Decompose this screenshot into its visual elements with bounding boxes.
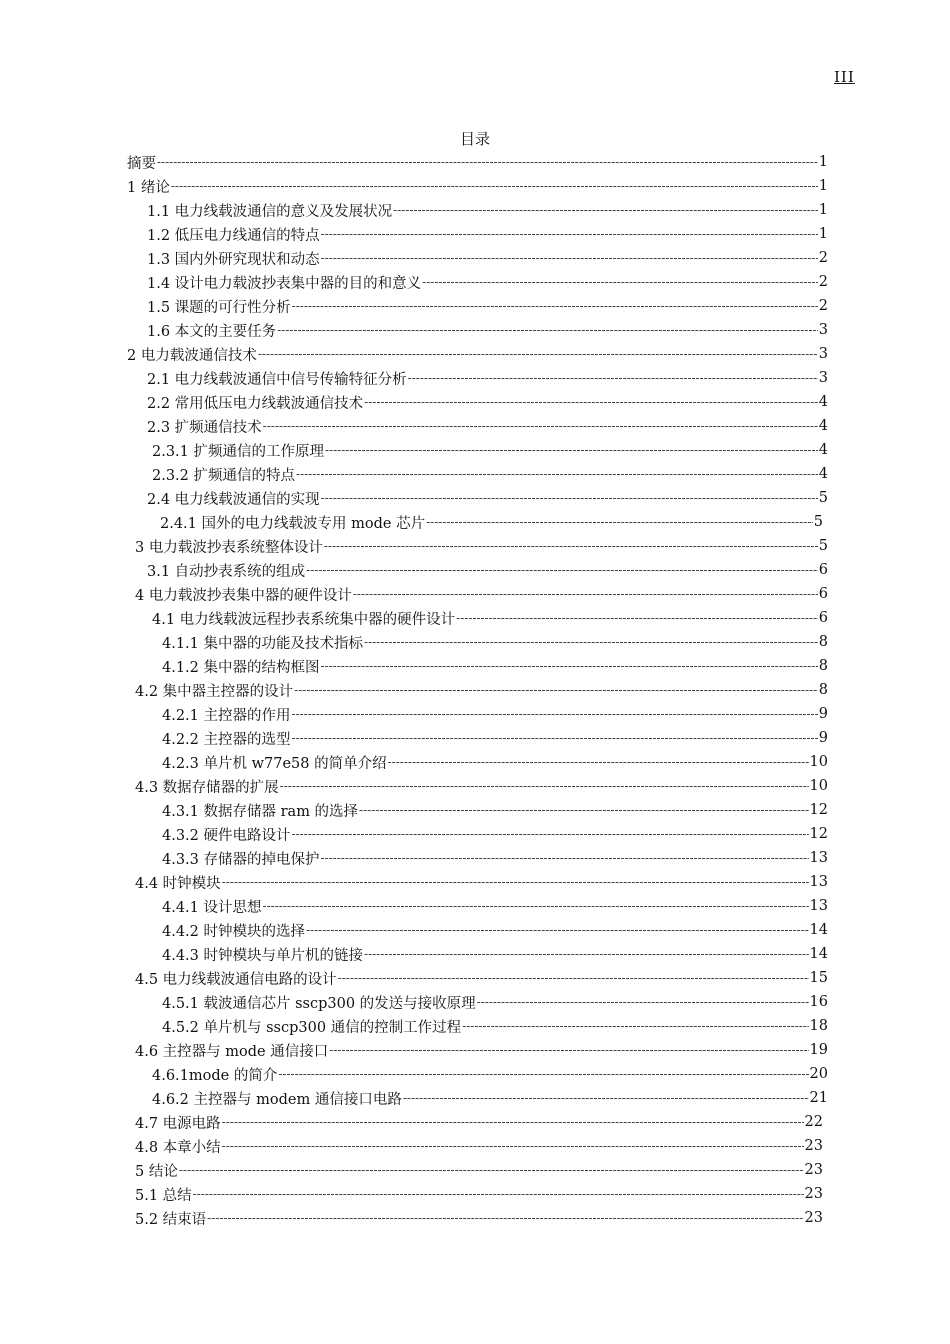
toc-entry-label: 4.5 电力线载波通信电路的设计 <box>135 971 337 988</box>
toc-entry-page: 5 <box>813 514 823 530</box>
toc-entry-label: 4.4 时钟模块 <box>135 875 221 892</box>
toc-entry-label: 4.5.2 单片机与 sscp300 通信的控制工作过程 <box>162 1019 462 1036</box>
toc-entry-page: 4 <box>818 394 828 410</box>
toc-entry-label: 4.1.1 集中器的功能及技术指标 <box>162 635 364 652</box>
toc-entry[interactable] <box>162 702 828 726</box>
toc-entry-label: 2.3.1 扩频通信的工作原理 <box>152 443 325 460</box>
toc-dash-leader <box>364 395 818 409</box>
toc-entry-label: 1.4 设计电力载波抄表集中器的目的和意义 <box>147 275 422 292</box>
toc-entry-page: 16 <box>809 994 828 1010</box>
toc-entry-label: 2.3 扩频通信技术 <box>147 419 262 436</box>
toc-dash-leader <box>325 443 818 457</box>
toc-entry[interactable] <box>135 966 828 990</box>
toc-entry-page: 1 <box>818 154 828 170</box>
toc-entry[interactable] <box>162 990 828 1014</box>
toc-title: 目录 <box>459 130 490 148</box>
toc-entry-label: 1.3 国内外研究现状和动态 <box>147 251 320 268</box>
toc-entry-page: 12 <box>809 802 828 818</box>
toc-entry[interactable] <box>162 894 828 918</box>
toc-entry-label: 5.1 总结 <box>135 1187 192 1204</box>
toc-entry[interactable] <box>147 558 828 582</box>
toc-entry-label: 4.3.2 硬件电路设计 <box>162 827 291 844</box>
toc-entry-label: 4.6.1mode 的简介 <box>152 1067 278 1084</box>
toc-dash-leader <box>292 707 818 721</box>
toc-entry-page: 20 <box>809 1066 828 1082</box>
toc-entry[interactable] <box>147 366 828 390</box>
toc-dash-leader <box>278 1067 808 1081</box>
toc-entry[interactable] <box>152 1086 828 1110</box>
toc-dash-leader <box>292 731 818 745</box>
toc-dash-leader <box>321 659 818 673</box>
toc-entry-label: 4.2.2 主控器的选型 <box>162 731 291 748</box>
toc-entry-page: 3 <box>818 370 828 386</box>
table-of-contents <box>0 150 950 1230</box>
toc-entry-page: 8 <box>818 658 828 674</box>
toc-dash-leader <box>193 1187 804 1201</box>
toc-dash-leader <box>222 1139 804 1153</box>
toc-entry[interactable] <box>135 1182 823 1206</box>
toc-dash-leader <box>364 947 809 961</box>
toc-entry-page: 4 <box>818 442 828 458</box>
toc-entry-page: 23 <box>804 1210 823 1226</box>
toc-entry[interactable] <box>152 438 828 462</box>
toc-dash-leader <box>179 1163 804 1177</box>
toc-entry-label: 4.2.1 主控器的作用 <box>162 707 291 724</box>
toc-entry-label: 4.4.2 时钟模块的选择 <box>162 923 306 940</box>
toc-entry-label: 5 结论 <box>135 1163 178 1180</box>
toc-entry-label: 2.1 电力线载波通信中信号传输特征分析 <box>147 371 407 388</box>
toc-dash-leader <box>280 779 809 793</box>
toc-entry-label: 2.4.1 国外的电力线载波专用 mode 芯片 <box>160 515 426 532</box>
toc-entry[interactable] <box>162 1014 828 1038</box>
toc-entry-page: 10 <box>809 754 828 770</box>
toc-entry-page: 6 <box>818 562 828 578</box>
toc-entry-page: 8 <box>818 634 828 650</box>
toc-entry-page: 14 <box>809 946 828 962</box>
toc-entry[interactable] <box>135 582 828 606</box>
toc-entry-page: 12 <box>809 826 828 842</box>
toc-entry-label: 4 电力载波抄表集中器的硬件设计 <box>135 587 352 604</box>
toc-dash-leader <box>426 515 813 529</box>
toc-entry-page: 9 <box>818 730 828 746</box>
toc-dash-leader <box>263 899 809 913</box>
toc-entry-page: 1 <box>818 178 828 194</box>
toc-dash-leader <box>324 539 818 553</box>
toc-entry-label: 4.3 数据存储器的扩展 <box>135 779 279 796</box>
toc-entry-label: 4.5.1 载波通信芯片 sscp300 的发送与接收原理 <box>162 995 476 1012</box>
toc-entry-label: 3 电力载波抄表系统整体设计 <box>135 539 323 556</box>
toc-entry[interactable] <box>135 1134 823 1158</box>
toc-entry[interactable] <box>147 294 828 318</box>
toc-entry-label: 2 电力载波通信技术 <box>127 347 257 364</box>
toc-entry[interactable] <box>147 414 828 438</box>
toc-entry[interactable] <box>162 822 828 846</box>
toc-entry-label: 4.3.1 数据存储器 ram 的选择 <box>162 803 359 820</box>
toc-entry-page: 23 <box>804 1138 823 1154</box>
toc-entry-label: 5.2 结束语 <box>135 1211 207 1228</box>
toc-entry[interactable] <box>147 222 828 246</box>
toc-entry-label: 4.2.3 单片机 w77e58 的简单介绍 <box>162 755 387 772</box>
toc-dash-leader <box>393 203 818 217</box>
toc-entry-label: 4.1 电力线载波远程抄表系统集中器的硬件设计 <box>152 611 456 628</box>
toc-entry-page: 9 <box>818 706 828 722</box>
toc-entry-label: 1.1 电力线载波通信的意义及发展状况 <box>147 203 393 220</box>
toc-entry-page: 1 <box>818 202 828 218</box>
toc-entry-page: 13 <box>809 898 828 914</box>
toc-dash-leader <box>353 587 818 601</box>
toc-entry-page: 1 <box>818 226 828 242</box>
toc-entry-page: 6 <box>818 586 828 602</box>
toc-entry[interactable] <box>162 798 828 822</box>
toc-dash-leader <box>408 371 818 385</box>
toc-entry[interactable] <box>135 870 828 894</box>
toc-dash-leader <box>338 971 809 985</box>
toc-entry-page: 6 <box>818 610 828 626</box>
page-number: III <box>834 68 855 86</box>
toc-dash-leader <box>292 827 809 841</box>
toc-entry[interactable] <box>162 846 828 870</box>
toc-entry-page: 5 <box>818 538 828 554</box>
toc-entry[interactable] <box>162 654 828 678</box>
toc-entry-page: 13 <box>809 874 828 890</box>
toc-dash-leader <box>306 923 809 937</box>
toc-entry[interactable] <box>147 198 828 222</box>
toc-entry-page: 10 <box>809 778 828 794</box>
toc-entry[interactable] <box>135 1206 823 1230</box>
toc-entry-page: 4 <box>818 418 828 434</box>
toc-entry-label: 4.4.3 时钟模块与单片机的链接 <box>162 947 364 964</box>
toc-entry-label: 3.1 自动抄表系统的组成 <box>147 563 306 580</box>
toc-entry-page: 5 <box>818 490 828 506</box>
toc-entry[interactable] <box>162 918 828 942</box>
toc-entry[interactable] <box>135 1038 828 1062</box>
toc-dash-leader <box>171 179 818 193</box>
toc-entry[interactable] <box>135 678 828 702</box>
toc-entry[interactable] <box>127 174 828 198</box>
toc-dash-leader <box>296 467 818 481</box>
toc-entry[interactable] <box>135 774 828 798</box>
toc-entry-label: 1.6 本文的主要任务 <box>147 323 277 340</box>
toc-dash-leader <box>403 1091 809 1105</box>
toc-entry-page: 23 <box>804 1186 823 1202</box>
toc-dash-leader <box>321 251 818 265</box>
toc-entry-label: 4.6.2 主控器与 modem 通信接口电路 <box>152 1091 402 1108</box>
toc-dash-leader <box>294 683 818 697</box>
toc-entry-page: 3 <box>818 346 828 362</box>
toc-dash-leader <box>321 851 809 865</box>
toc-entry-page: 21 <box>809 1090 828 1106</box>
toc-entry[interactable] <box>147 270 828 294</box>
toc-entry-page: 2 <box>818 274 828 290</box>
toc-dash-leader <box>364 635 818 649</box>
toc-dash-leader <box>222 1115 804 1129</box>
toc-entry-page: 15 <box>809 970 828 986</box>
toc-dash-leader <box>277 323 818 337</box>
toc-entry-label: 4.8 本章小结 <box>135 1139 221 1156</box>
toc-entry-page: 4 <box>818 466 828 482</box>
toc-entry-label: 4.6 主控器与 mode 通信接口 <box>135 1043 329 1060</box>
toc-dash-leader <box>321 227 818 241</box>
toc-entry-label: 摘要 <box>127 155 156 172</box>
toc-entry[interactable] <box>162 726 828 750</box>
toc-entry[interactable] <box>147 390 828 414</box>
toc-entry-page: 13 <box>809 850 828 866</box>
toc-entry[interactable] <box>127 150 828 174</box>
toc-entry-page: 19 <box>809 1042 828 1058</box>
toc-dash-leader <box>292 299 818 313</box>
toc-entry[interactable] <box>127 342 828 366</box>
toc-dash-leader <box>329 1043 808 1057</box>
toc-entry-label: 4.4.1 设计思想 <box>162 899 262 916</box>
toc-dash-leader <box>359 803 809 817</box>
toc-dash-leader <box>258 347 818 361</box>
toc-dash-leader <box>321 491 818 505</box>
toc-entry-label: 1.2 低压电力线通信的特点 <box>147 227 320 244</box>
toc-dash-leader <box>422 275 818 289</box>
toc-entry-page: 23 <box>804 1162 823 1178</box>
toc-dash-leader <box>462 1019 808 1033</box>
toc-entry-label: 4.7 电源电路 <box>135 1115 221 1132</box>
toc-entry-label: 2.4 电力线载波通信的实现 <box>147 491 320 508</box>
toc-entry-label: 4.3.3 存储器的掉电保护 <box>162 851 320 868</box>
toc-entry-label: 2.2 常用低压电力线载波通信技术 <box>147 395 364 412</box>
toc-entry[interactable] <box>160 510 823 534</box>
toc-dash-leader <box>263 419 818 433</box>
toc-entry[interactable] <box>147 246 828 270</box>
toc-entry-label: 1.5 课题的可行性分析 <box>147 299 291 316</box>
toc-dash-leader <box>222 875 809 889</box>
toc-dash-leader <box>477 995 809 1009</box>
toc-entry[interactable] <box>135 1110 823 1134</box>
toc-dash-leader <box>157 155 818 169</box>
toc-entry-label: 4.2 集中器主控器的设计 <box>135 683 294 700</box>
toc-entry-page: 8 <box>818 682 828 698</box>
toc-dash-leader <box>306 563 818 577</box>
toc-entry-page: 14 <box>809 922 828 938</box>
toc-entry[interactable] <box>135 1158 823 1182</box>
toc-entry[interactable] <box>162 942 828 966</box>
toc-entry-page: 18 <box>809 1018 828 1034</box>
toc-entry[interactable] <box>162 750 828 774</box>
toc-entry[interactable] <box>152 606 828 630</box>
toc-dash-leader <box>456 611 818 625</box>
toc-entry-page: 3 <box>818 322 828 338</box>
toc-dash-leader <box>207 1211 803 1225</box>
toc-entry-label: 2.3.2 扩频通信的特点 <box>152 467 296 484</box>
toc-entry[interactable] <box>135 534 828 558</box>
toc-entry-page: 2 <box>818 298 828 314</box>
toc-entry[interactable] <box>147 318 828 342</box>
toc-entry-page: 22 <box>804 1114 823 1130</box>
toc-entry[interactable] <box>152 462 828 486</box>
toc-entry-page: 2 <box>818 250 828 266</box>
toc-entry-label: 1 绪论 <box>127 179 170 196</box>
toc-entry[interactable] <box>162 630 828 654</box>
toc-dash-leader <box>388 755 809 769</box>
toc-entry-label: 4.1.2 集中器的结构框图 <box>162 659 320 676</box>
toc-entry[interactable] <box>147 486 828 510</box>
toc-entry[interactable] <box>152 1062 828 1086</box>
